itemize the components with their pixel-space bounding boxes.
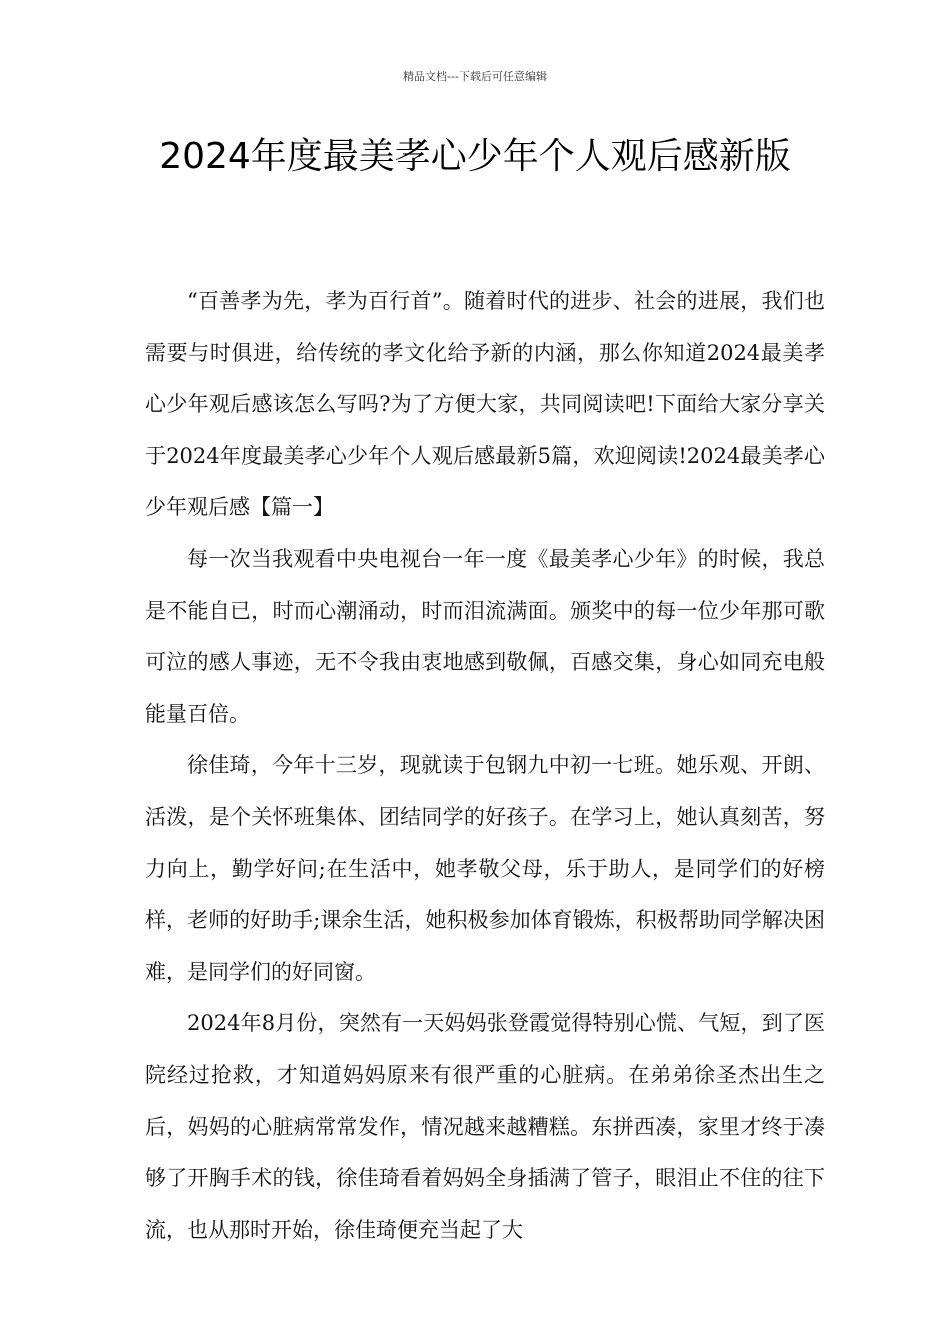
header-note: 精品文档---下载后可任意编辑 [403, 70, 547, 83]
paragraph-1: 每一次当我观看中央电视台一年一度《最美孝心少年》的时候，我总是不能自已，时而心潮涌动，时而泪流满面。颁奖中的每一位少年那可歌可泣的感人事迹，无不令我由衷地感到敬佩，百感交集，身心如同充电般能量百倍。 [145, 546, 825, 726]
paragraph-2: 徐佳琦，今年十三岁，现就读于包钢九中初一七班。她乐观、开朗、活泼，是个关怀班集体、团结同学的好孩子。在学习上，她认真刻苦，努力向上，勤学好问;在生活中，她孝敬父母，乐于助人，是同学们的好榜样，老师的好助手;课余生活，她积极参加体育锻炼，积极帮助同学解决困难，是同学们的好同窗。 [145, 753, 825, 984]
paragraph-intro: “百善孝为先，孝为百行首”。随着时代的进步、社会的进展，我们也需要与时俱进，给传统的孝文化给予新的内涵，那么你知道2024最美孝心少年观后感该怎么写吗?为了方便大家，共同阅读吧!下面给大家分享关于2024年度最美孝心少年个人观后感最新5篇，欢迎阅读!2024最美孝心少年观后感【篇一】 [145, 289, 825, 520]
document-title: 2024年度最美孝心少年个人观后感新版 [159, 136, 791, 177]
document-body [145, 276, 825, 1256]
paragraph-3: 2024年8月份，突然有一天妈妈张登霞觉得特别心慌、气短，到了医院经过抢救，才知道妈妈原来有很严重的心脏病。在弟弟徐圣杰出生之后，妈妈的心脏病常常发作，情况越来越糟糕。东拼西凑，家里才终于凑够了开胸手术的钱，徐佳琦看着妈妈全身插满了管子，眼泪止不住的往下流，也从那时开始，徐佳琦便充当起了大 [145, 1011, 825, 1242]
